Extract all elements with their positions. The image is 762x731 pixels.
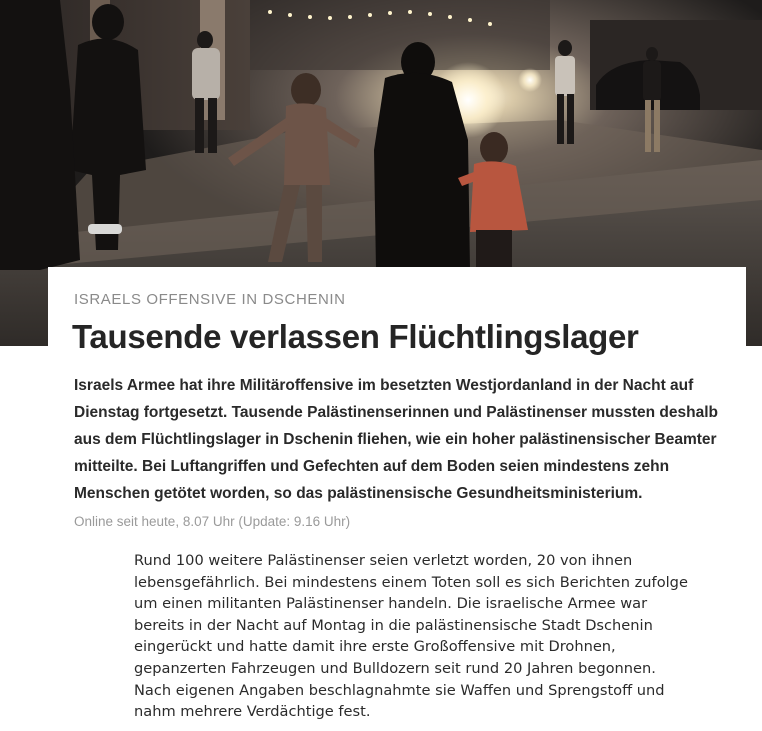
article-lead: Israels Armee hat ihre Militäroffensive im besetzten Westjordanland in der Nacht auf Dienstag fortgesetzt. Tausende Palästinenserinnen und Palästinenser mussten deshalb aus dem Flüchtlingslager in Dschenin fliehen, wie ein hoher palästinensischer Beamter mitteilte. Bei Luftangriffen und Gefechten auf dem Boden seien mindestens zehn Menschen getötet worden, so das palästinensische Gesundheitsministerium. bbox=[74, 377, 718, 502]
publish-timestamp: Online seit heute, 8.07 Uhr (Update: 9.16 Uhr) bbox=[74, 514, 351, 529]
article-headline: Tausende verlassen Flüchtlingslager bbox=[72, 318, 639, 355]
article-card bbox=[48, 267, 746, 731]
article-kicker: ISRAELS OFFENSIVE IN DSCHENIN bbox=[74, 291, 346, 308]
article-body-paragraph: Rund 100 weitere Palästinenser seien verletzt worden, 20 von ihnen lebensgefährlich. Bei mindestens einem Toten soll es sich Berichten zufolge um einen militanten Palästinenser handeln. Die israelische Armee war bereits in der Nacht auf Montag in die palästinensische Stadt Dschenin eingerückt und hatte damit ihre erste Großoffensive mit Drohnen, gepanzerten Fahrzeugen und Bulldozern seit rund 20 Jahren begonnen. Nach eigenen Angaben beschlagnahmte sie Waffen und Sprengstoff und nahm mehrere Verdächtige fest. bbox=[134, 552, 688, 721]
